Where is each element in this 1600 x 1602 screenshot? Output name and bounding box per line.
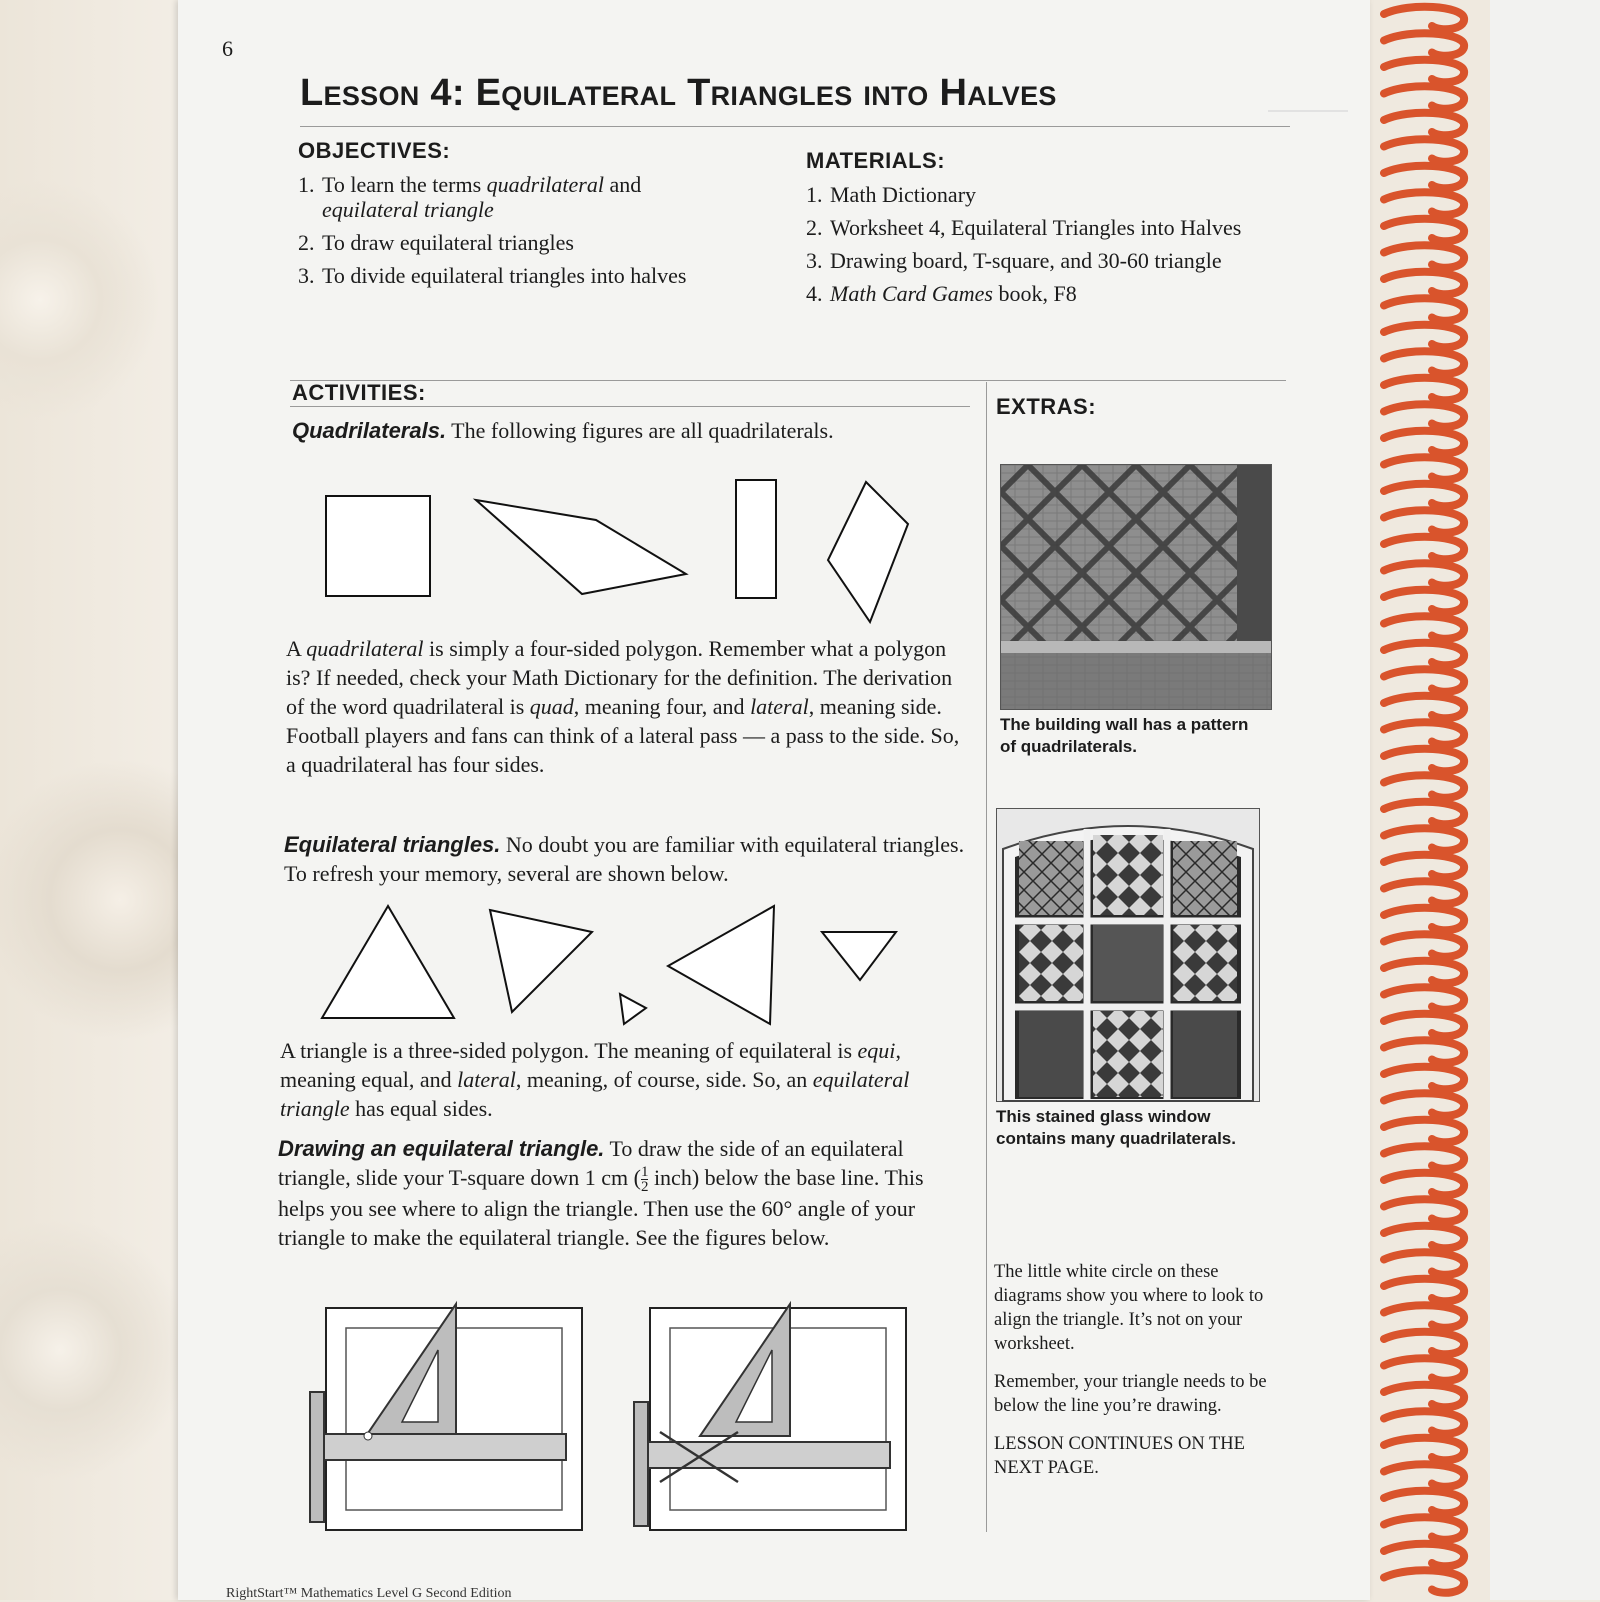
objectives-list xyxy=(298,172,790,296)
coil-ring xyxy=(1384,431,1464,454)
coil-ring xyxy=(1384,86,1464,109)
alignment-diagram-correct xyxy=(306,1306,586,1536)
stained-glass-caption: This stained glass window contains many quadrilaterals. xyxy=(996,1107,1236,1148)
coil-ring xyxy=(1384,1570,1464,1593)
materials-list xyxy=(806,182,1308,314)
objective-item: 3. To divide equilateral triangles into halves xyxy=(320,263,790,288)
objectives-heading: OBJECTIVES: xyxy=(298,138,451,163)
continues-note: LESSON CONTINUES ON THE NEXT PAGE. xyxy=(994,1434,1245,1478)
coil-ring xyxy=(1384,643,1464,666)
coil-ring xyxy=(1384,351,1464,374)
coil-rings xyxy=(1384,7,1464,1593)
coil-ring xyxy=(1384,192,1464,215)
coil-ring xyxy=(1384,60,1464,83)
objective-item: 2. To draw equilateral triangles xyxy=(320,230,790,255)
coil-ring xyxy=(1384,696,1464,719)
materials-heading: MATERIALS: xyxy=(806,148,946,173)
spiral-binding xyxy=(1370,0,1490,1600)
coil-ring xyxy=(1384,1438,1464,1461)
material-item: 1. Math Dictionary xyxy=(828,182,1308,207)
coil-ring xyxy=(1384,1332,1464,1355)
page-footer: RightStart™ Mathematics Level G Second Edition xyxy=(226,1586,512,1601)
coil-ring xyxy=(1384,590,1464,613)
activities-heading: ACTIVITIES: xyxy=(292,380,426,405)
coil-ring xyxy=(1384,934,1464,957)
coil-ring xyxy=(1384,1544,1464,1567)
coil-ring xyxy=(1384,616,1464,639)
coil-ring xyxy=(1384,245,1464,268)
triangle-figure xyxy=(822,932,896,980)
coil-ring xyxy=(1384,113,1464,136)
trapezium-figure xyxy=(476,500,686,594)
section-rule xyxy=(290,380,1286,381)
coil-ring xyxy=(1384,1040,1464,1063)
coil-ring xyxy=(1384,749,1464,772)
square-figure xyxy=(326,496,430,596)
coil-ring xyxy=(1384,908,1464,931)
adjacent-page xyxy=(1490,0,1600,1600)
alignment-circle xyxy=(364,1432,372,1440)
coil-ring xyxy=(1384,1385,1464,1408)
coil-ring xyxy=(1384,1305,1464,1328)
column-rule xyxy=(986,382,987,1532)
extras-heading: EXTRAS: xyxy=(996,394,1097,419)
t-square-head xyxy=(634,1402,648,1526)
workbook-page xyxy=(178,0,1370,1600)
coil-ring xyxy=(1384,1226,1464,1249)
coil-ring xyxy=(1384,537,1464,560)
coil-ring xyxy=(1384,669,1464,692)
coil-ring xyxy=(1384,166,1464,189)
equilateral-intro: Equilateral triangles. No doubt you are familiar with equilateral triangles. To refresh your memory, several are shown below. xyxy=(284,832,965,886)
page-number: 6 xyxy=(222,36,233,61)
coil-ring xyxy=(1384,1146,1464,1169)
activities-underline xyxy=(290,406,970,407)
brick-wall-photo xyxy=(1000,464,1272,710)
triangle-figure xyxy=(322,906,454,1018)
coil-ring xyxy=(1384,1358,1464,1381)
coil-ring xyxy=(1384,272,1464,295)
bleed-through-decor xyxy=(1268,70,1348,112)
coil-ring xyxy=(1384,881,1464,904)
extras-notes xyxy=(994,1260,1284,1494)
triangle-definition: A triangle is a three-sided polygon. The meaning of equilateral is equi, meaning equal, and lateral, meaning, of course, side. So, an equilateral triangle has equal sides. xyxy=(280,1038,910,1121)
alignment-diagram-incorrect xyxy=(630,1306,910,1536)
title-rule xyxy=(300,126,1290,127)
coil-ring xyxy=(1384,987,1464,1010)
coil-ring xyxy=(1384,1279,1464,1302)
drawing-instructions: Drawing an equilateral triangle. To draw the side of an equilateral triangle, slide your T-square down 1 cm ( $\frac{1}{2}$ inch) below the base line. This helps you see where to align the triangle. Then use the 60° angle of your triangle to make the equilateral triangle. See the figures below. xyxy=(278,1136,924,1251)
fraction-half: $\frac{1}{2}$ xyxy=(640,1164,649,1196)
coil-ring xyxy=(1384,855,1464,878)
quadrilateral-figures xyxy=(318,476,928,626)
material-item: 3. Drawing board, T-square, and 30-60 triangle xyxy=(828,248,1308,273)
rectangle-figure xyxy=(736,480,776,598)
t-square-blade xyxy=(318,1434,566,1460)
triangle-figure xyxy=(490,910,592,1012)
coil-ring xyxy=(1384,775,1464,798)
coil-ring xyxy=(1384,1411,1464,1434)
lesson-title: Lesson 4: Equilateral Triangles into Halves xyxy=(300,72,1057,114)
coil-ring xyxy=(1384,484,1464,507)
coil-ring xyxy=(1384,33,1464,56)
coil-ring xyxy=(1384,1173,1464,1196)
coil-ring xyxy=(1384,378,1464,401)
coil-ring xyxy=(1384,1491,1464,1514)
triangle-figure xyxy=(620,994,646,1024)
kite-figure xyxy=(828,482,908,622)
material-item: 2. Worksheet 4, Equilateral Triangles into Halves xyxy=(828,215,1308,240)
coil-ring xyxy=(1384,510,1464,533)
circle-note: The little white circle on these diagrams show you where to look to align the triangle. It’s not on your worksheet. xyxy=(994,1262,1264,1354)
quadrilaterals-intro: Quadrilaterals. The following figures are all quadrilaterals. xyxy=(292,418,834,443)
coil-ring xyxy=(1384,1517,1464,1540)
background-fur xyxy=(0,0,190,1600)
coil-ring xyxy=(1384,404,1464,427)
coil-ring xyxy=(1384,1252,1464,1275)
material-item: 4. Math Card Games book, F8 xyxy=(828,281,1308,306)
coil-ring xyxy=(1384,1014,1464,1037)
coil-ring xyxy=(1384,1464,1464,1487)
coil-ring xyxy=(1384,802,1464,825)
coil-ring xyxy=(1384,722,1464,745)
stained-glass-photo xyxy=(996,808,1260,1102)
below-line-note: Remember, your triangle needs to be below the line you’re drawing. xyxy=(994,1372,1267,1416)
coil-ring xyxy=(1384,7,1464,30)
t-square-head xyxy=(310,1392,324,1522)
coil-ring xyxy=(1384,1120,1464,1143)
coil-ring xyxy=(1384,828,1464,851)
coil-ring xyxy=(1384,325,1464,348)
t-square-blade xyxy=(642,1442,890,1468)
coil-ring xyxy=(1384,1093,1464,1116)
equilateral-triangle-figures xyxy=(308,900,908,1030)
coil-ring xyxy=(1384,457,1464,480)
coil-ring xyxy=(1384,298,1464,321)
coil-ring xyxy=(1384,563,1464,586)
coil-ring xyxy=(1384,1067,1464,1090)
quadrilateral-definition: A quadrilateral is simply a four-sided polygon. Remember what a polygon is? If needed, check your Math Dictionary for the definition. The derivation of the word quadrilateral is quad, meaning four, and lateral, meaning side. Football players and fans can think of a lateral pass — a pass to the side. So, a quadrilateral has four sides. xyxy=(286,636,960,777)
coil-ring xyxy=(1384,1199,1464,1222)
triangle-figure xyxy=(668,906,774,1024)
coil-ring xyxy=(1384,219,1464,242)
brick-wall-caption: The building wall has a pattern of quadrilaterals. xyxy=(1000,715,1249,756)
objective-item: 1. To learn the terms quadrilateral and equilateral triangle xyxy=(320,172,790,222)
coil-ring xyxy=(1384,961,1464,984)
coil-ring xyxy=(1384,139,1464,162)
